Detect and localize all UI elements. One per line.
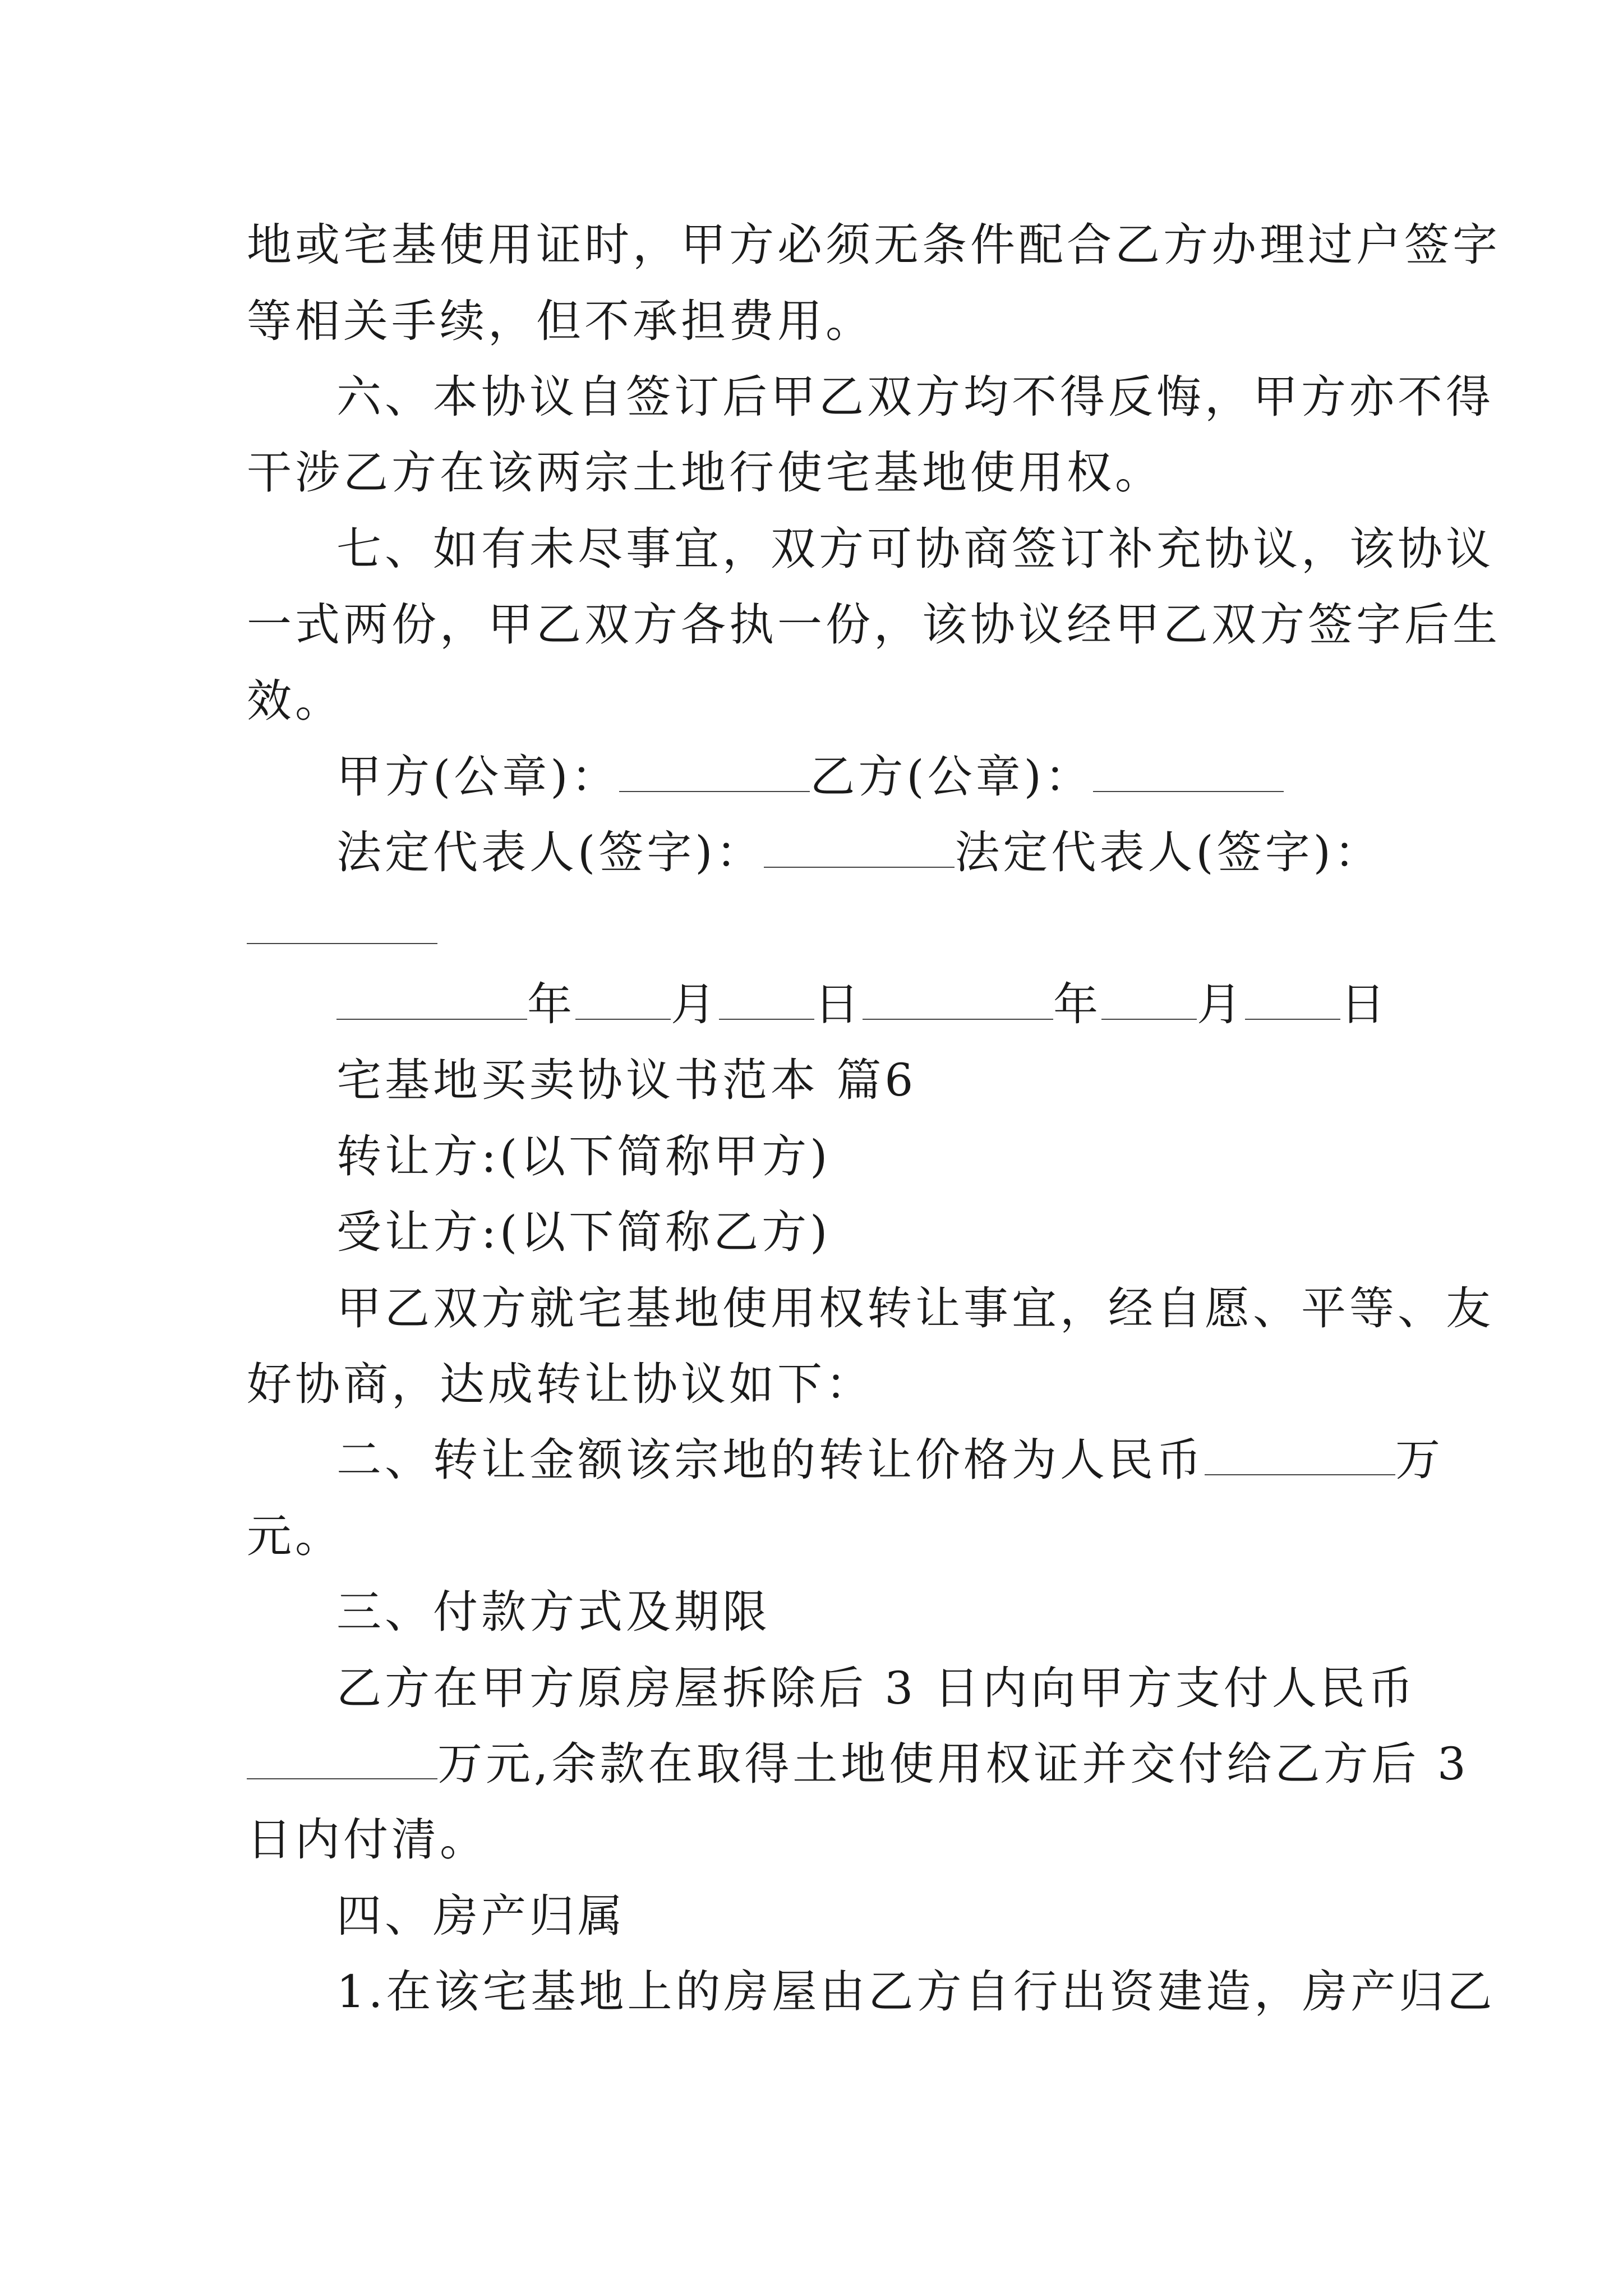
clause-3-line	[247, 1733, 1469, 1795]
text-line: 效。	[247, 675, 343, 727]
transferee-line: 受让方:(以下简称乙方)	[336, 1206, 831, 1258]
clause-3-title: 三、付款方式及期限	[336, 1586, 771, 1638]
month-label: 月	[1197, 978, 1245, 1030]
intro-line: 好协商，达成转让协议如下：	[247, 1358, 874, 1410]
clause-3-line: 乙方在甲方原房屋拆除后 3 日内向甲方支付人民币	[336, 1662, 1417, 1714]
payment-blank[interactable]	[247, 1736, 437, 1779]
transferor-line: 转让方:(以下简称甲方)	[336, 1130, 831, 1182]
party-b-seal-blank[interactable]	[1093, 748, 1284, 792]
month-label: 月	[671, 978, 719, 1030]
clause-4-title: 四、房产归属	[336, 1890, 626, 1942]
month-b-blank[interactable]	[1101, 976, 1197, 1020]
month-a-blank[interactable]	[575, 976, 671, 1020]
rep-b-label: 法定代表人(签字)：	[955, 826, 1382, 878]
day-a-blank[interactable]	[719, 976, 814, 1020]
rep-b-blank[interactable]	[247, 900, 437, 944]
seal-line	[336, 746, 1469, 808]
day-label: 日	[1340, 978, 1389, 1030]
party-a-seal-blank[interactable]	[619, 748, 810, 792]
year-label: 年	[1053, 978, 1101, 1030]
representative-line	[336, 822, 1469, 884]
text-line: 日内付清。	[247, 1814, 488, 1866]
day-label: 日	[814, 978, 863, 1030]
clause-4-line: 1.在该宅基地上的房屋由乙方自行出资建造，房产归乙	[336, 1966, 1496, 2018]
clause-2-line	[336, 1429, 1469, 1491]
year-a-blank[interactable]	[336, 976, 527, 1020]
year-b-blank[interactable]	[863, 976, 1053, 1020]
rep-a-label: 法定代表人(签字)：	[336, 826, 764, 878]
section-title: 宅基地买卖协议书范本 篇6	[336, 1054, 917, 1106]
year-label: 年	[527, 978, 575, 1030]
text-line: 一式两份，甲乙双方各执一份，该协议经甲乙双方签字后生	[247, 599, 1501, 651]
rep-a-blank[interactable]	[764, 824, 955, 868]
text-line: 地或宅基使用证时，甲方必须无条件配合乙方办理过户签字	[247, 219, 1501, 271]
intro-line: 甲乙双方就宅基地使用权转让事宜，经自愿、平等、友	[336, 1282, 1494, 1335]
clause-2-text: 二、转让金额该宗地的转让价格为人民币	[336, 1434, 1205, 1486]
clause-3-text: 万元,余款在取得土地使用权证并交付给乙方后 3	[437, 1738, 1469, 1790]
party-a-seal-label: 甲方(公章)：	[336, 751, 620, 803]
text-line: 等相关手续，但不承担费用。	[247, 295, 874, 347]
clause-2-unit: 万	[1395, 1434, 1444, 1486]
clause-7: 七、如有未尽事宜，双方可协商签订补充协议，该协议	[336, 523, 1494, 575]
day-b-blank[interactable]	[1245, 976, 1340, 1020]
party-b-seal-label: 乙方(公章)：	[810, 751, 1093, 803]
rep-b-blank-line	[247, 898, 1380, 960]
amount-blank[interactable]	[1205, 1432, 1395, 1475]
text-line: 元。	[247, 1510, 343, 1562]
text-line: 干涉乙方在该两宗土地行使宅基地使用权。	[247, 447, 1163, 499]
clause-6: 六、本协议自签订后甲乙双方均不得反悔，甲方亦不得	[336, 371, 1494, 423]
date-line	[336, 974, 1469, 1036]
